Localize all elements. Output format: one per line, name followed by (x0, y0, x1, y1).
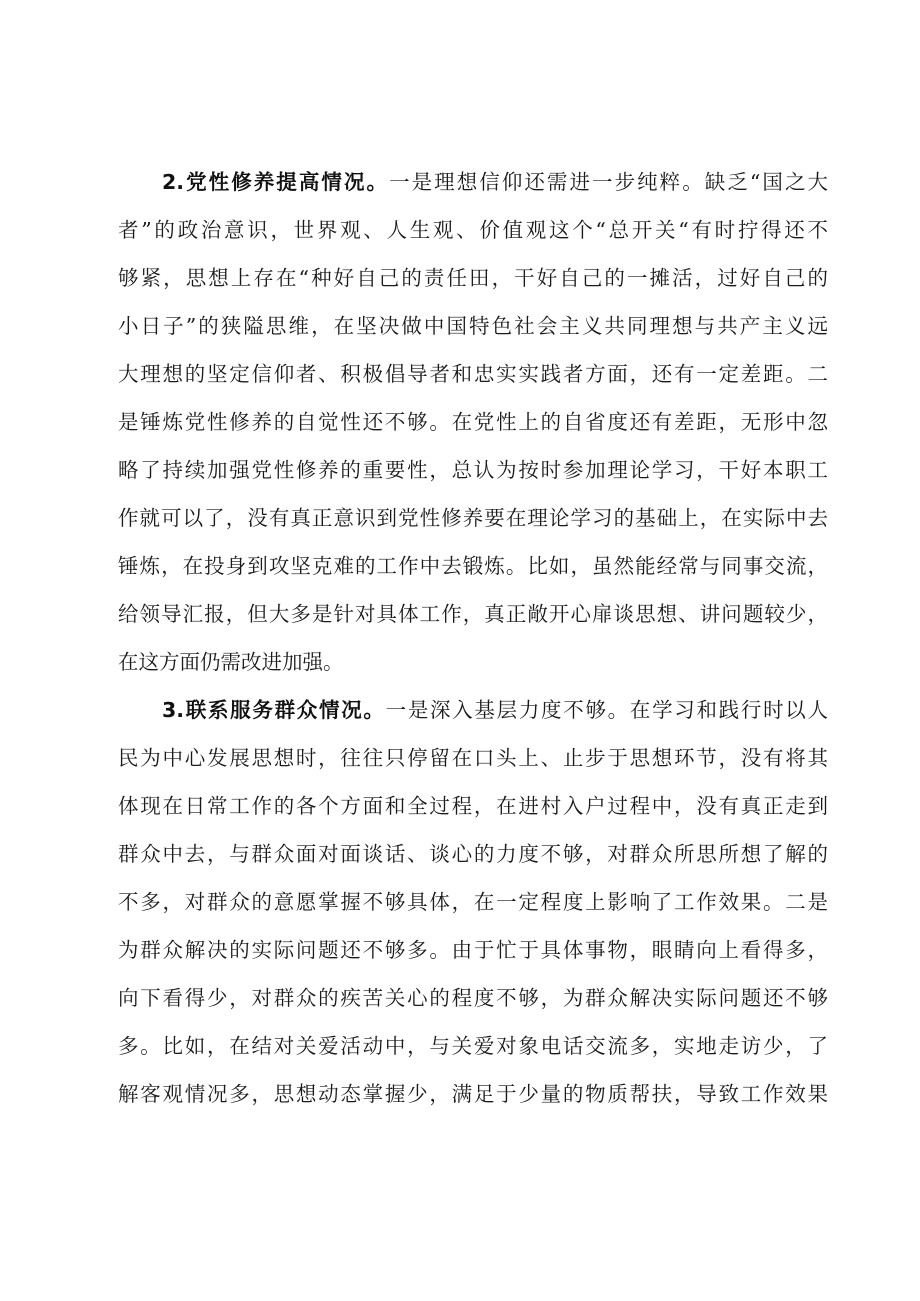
section2-line-0: 一是理想信仰还需进一步纯粹。缺乏“国之大 (389, 170, 828, 194)
section2-line-1: 者”的政治意识，世界观、人生观、价值观这个“总开关“有时拧得还不 (118, 218, 828, 242)
section3-line-3: 群众中去，与群众面对面谈话、谈心的力度不够，对群众所思所想了解的 (118, 842, 828, 866)
section2-line-5: 是锤炼党性修养的自觉性还不够。在党性上的自省度还有差距，无形中忽 (118, 410, 828, 434)
section3-line-6: 向下看得少，对群众的疾苦关心的程度不够，为群众解决实际问题还不够 (118, 986, 828, 1010)
section3-line-7: 多。比如，在结对关爱活动中，与关爱对象电话交流多，实地走访少，了 (118, 1034, 828, 1058)
section3-line-5: 为群众解决的实际问题还不够多。由于忙于具体事物，眼睛向上看得多， (118, 938, 828, 962)
section3-heading: 3.联系服务群众情况。 (162, 698, 386, 722)
section3-line-2: 体现在日常工作的各个方面和全过程，在进村入户过程中，没有真正走到 (118, 794, 828, 818)
section2-line-6: 略了持续加强党性修养的重要性，总认为按时参加理论学习，干好本职工 (118, 458, 828, 482)
section2-line-2: 够紧，思想上存在“种好自己的责任田，干好自己的一摊活，过好自己的 (118, 266, 828, 290)
section2-line-10: 在这方面仍需改进加强。 (118, 650, 344, 674)
section2-line-3: 小日子”的狭隘思维，在坚决做中国特色社会主义共同理想与共产主义远 (118, 314, 828, 338)
section3-line-8: 解客观情况多，思想动态掌握少，满足于少量的物质帮扶，导致工作效果 (118, 1082, 828, 1106)
section2-line-4: 大理想的坚定信仰者、积极倡导者和忠实实践者方面，还有一定差距。二 (118, 362, 828, 386)
section2-line-9: 给领导汇报，但大多是针对具体工作，真正敞开心扉谈思想、讲问题较少， (118, 602, 828, 626)
section3-line-4: 不多，对群众的意愿掌握不够具体，在一定程度上影响了工作效果。二是 (118, 890, 828, 914)
section2-first-line (162, 162, 828, 202)
section2-line-8: 锤炼，在投身到攻坚克难的工作中去锻炼。比如，虽然能经常与同事交流， (118, 554, 828, 578)
section2-line-7: 作就可以了，没有真正意识到党性修养要在理论学习的基础上，在实际中去 (118, 506, 828, 530)
section2-heading: 2.党性修养提高情况。 (162, 170, 390, 194)
section3-first-line (162, 690, 828, 730)
section3-line-1: 民为中心发展思想时，往往只停留在口头上、止步于思想环节，没有将其 (118, 746, 828, 770)
section3-line-0: 一是深入基层力度不够。在学习和践行时以人 (385, 698, 828, 722)
